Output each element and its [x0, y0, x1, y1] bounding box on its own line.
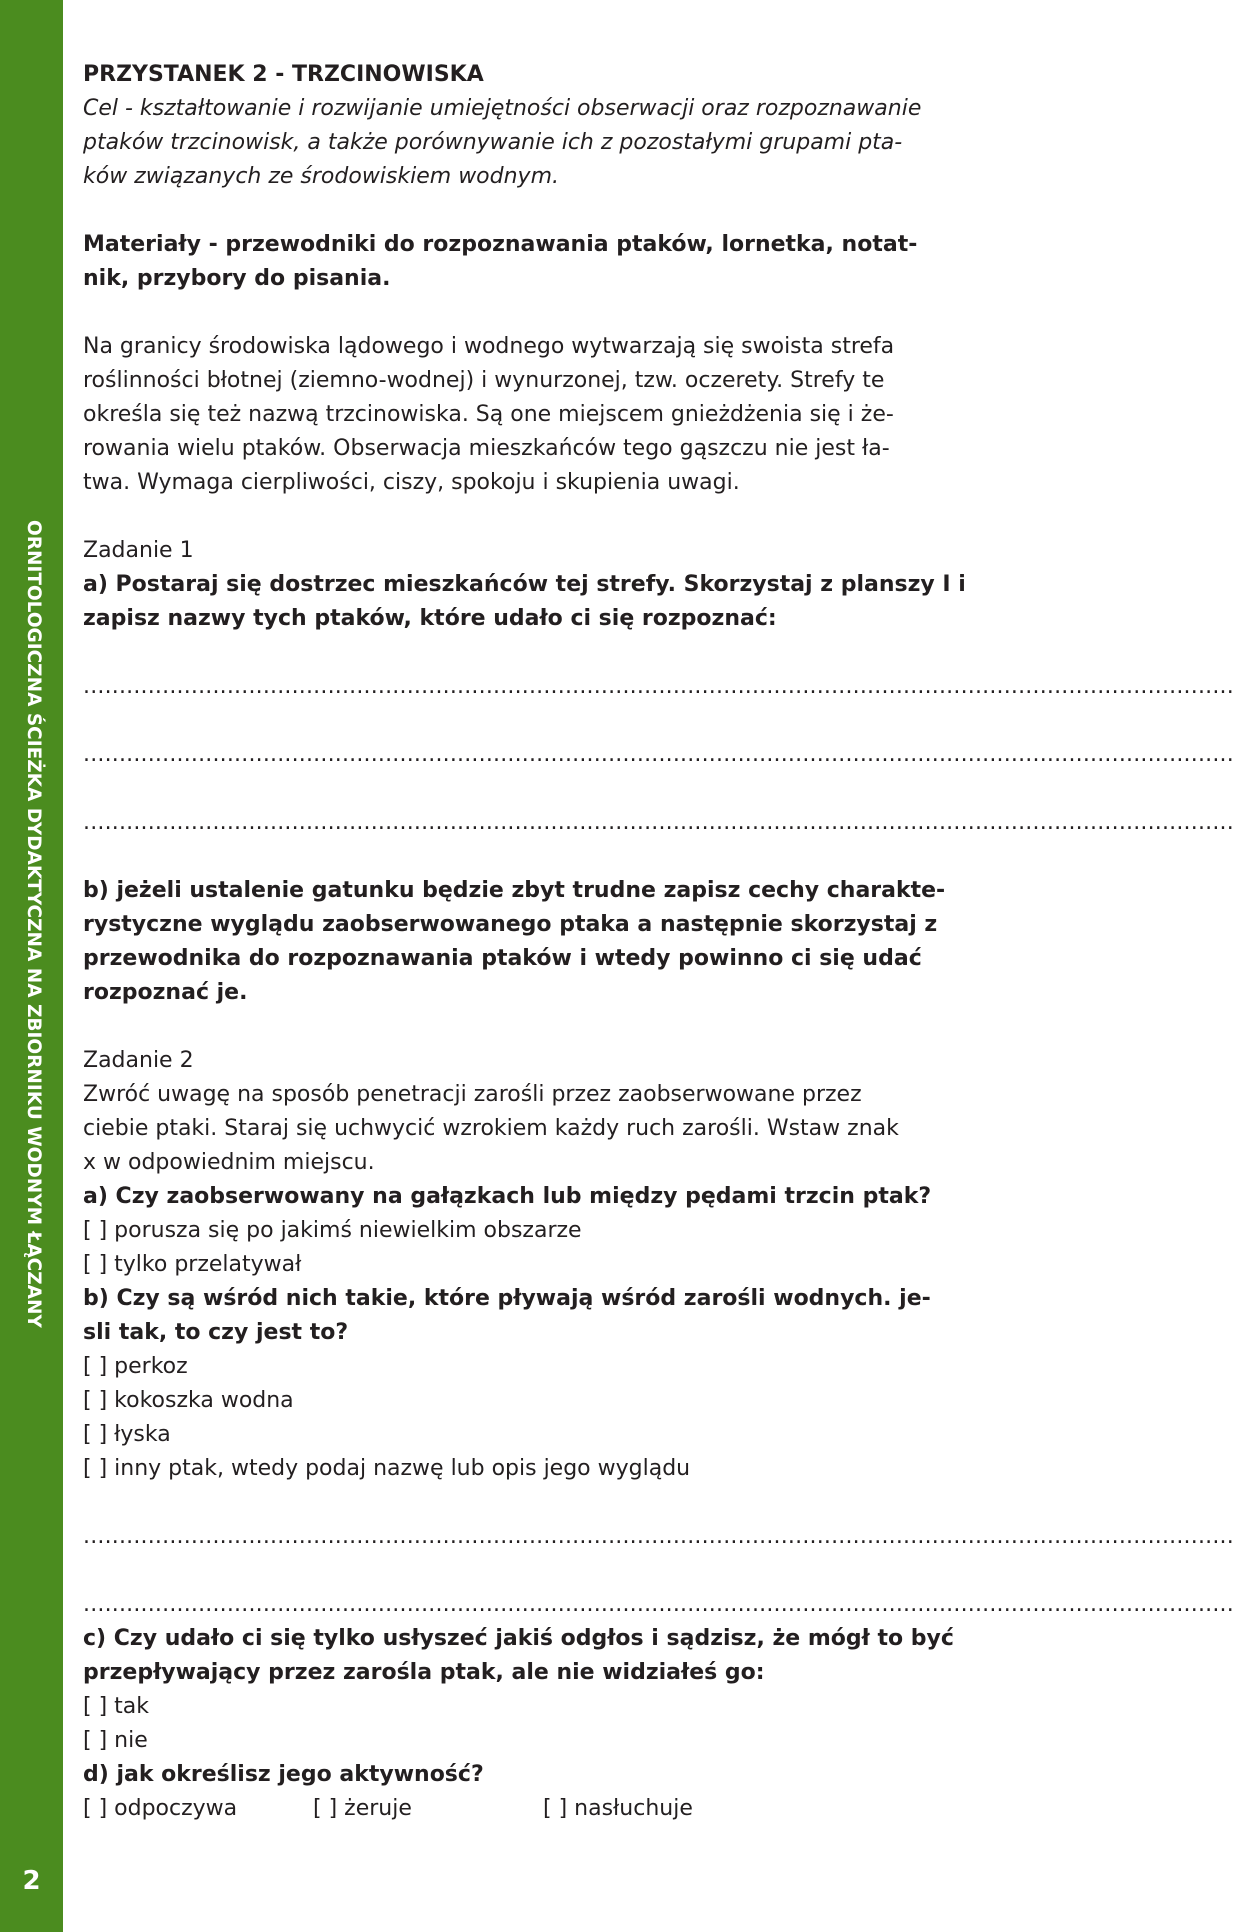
task1-question-b: [83, 874, 956, 1010]
goal-paragraph: [83, 92, 956, 194]
task2-intro-line: ciebie ptaki. Staraj się uchwycić wzrokiem każdy ruch zarośli. Wstaw znak: [83, 1116, 899, 1141]
intro-line: określa się też nazwą trzcinowiska. Są one miejscem gnieżdżenia się i że-: [83, 402, 894, 427]
answer-line[interactable]: ................................................................................................................................................................: [83, 742, 1234, 767]
task2-question-b: [83, 1282, 956, 1350]
sidebar-title: ORNITOLOGICZNA ŚCIEŻKA DYDAKTYCZNA NA ZBIORNIKU WODNYM ŁĄCZANY: [23, 520, 44, 1328]
sidebar-band: [0, 0, 63, 1932]
task2-intro-line: Zwróć uwagę na sposób penetracji zarośli przez zaobserwowane przez: [83, 1082, 862, 1107]
task2-c-line: c) Czy udało ci się tylko usłyszeć jakiś odgłos i sądzisz, że mógł to być: [83, 1626, 954, 1651]
activity-options: [83, 1792, 956, 1826]
answer-line[interactable]: ................................................................................................................................................................: [83, 1524, 1234, 1549]
section-heading: PRZYSTANEK 2 - TRZCINOWISKA: [83, 62, 484, 87]
answer-line[interactable]: ................................................................................................................................................................: [83, 1592, 1234, 1617]
goal-line: ptaków trzcinowisk, a także porównywanie ich z pozostałymi grupami pta-: [83, 130, 903, 155]
task2-b-line: b) Czy są wśród nich takie, które pływają wśród zarośli wodnych. je-: [83, 1286, 931, 1311]
task1-question-a: [83, 568, 966, 636]
answer-line[interactable]: ................................................................................................................................................................: [83, 810, 1234, 835]
task1-a-line: zapisz nazwy tych ptaków, które udało ci się rozpoznać:: [83, 606, 777, 631]
intro-line: rowania wielu ptaków. Obserwacja mieszkańców tego gąszczu nie jest ła-: [83, 436, 890, 461]
intro-paragraph: [83, 330, 956, 500]
task1-b-line: rystyczne wyglądu zaobserwowanego ptaka a następnie skorzystaj z: [83, 912, 938, 937]
task2-intro: [83, 1078, 956, 1180]
page-number: 2: [22, 1866, 41, 1896]
checkbox-option[interactable]: [ ] tylko przelatywał: [83, 1252, 302, 1277]
checkbox-option[interactable]: [ ] tak: [83, 1694, 149, 1719]
task1-label: Zadanie 1: [83, 538, 194, 563]
intro-line: Na granicy środowiska lądowego i wodnego wytwarzają się swoista strefa: [83, 334, 895, 359]
task2-b-line: sli tak, to czy jest to?: [83, 1320, 349, 1345]
goal-line: ków związanych ze środowiskiem wodnym.: [83, 164, 559, 189]
checkbox-option[interactable]: [ ] odpoczywa: [83, 1796, 238, 1821]
checkbox-option[interactable]: [ ] nie: [83, 1728, 148, 1753]
task1-b-line: przewodnika do rozpoznawania ptaków i wtedy powinno ci się udać: [83, 946, 922, 971]
checkbox-option[interactable]: [ ] kokoszka wodna: [83, 1388, 294, 1413]
task1-a-line: a) Postaraj się dostrzec mieszkańców tej strefy. Skorzystaj z planszy I i: [83, 572, 966, 597]
intro-line: roślinności błotnej (ziemno-wodnej) i wynurzonej, tzw. oczerety. Strefy te: [83, 368, 885, 393]
task2-label: Zadanie 2: [83, 1048, 194, 1073]
checkbox-option[interactable]: [ ] nasłuchuje: [543, 1796, 693, 1821]
goal-line: Cel - kształtowanie i rozwijanie umiejętności obserwacji oraz rozpoznawanie: [83, 96, 922, 121]
materials-line: nik, przybory do pisania.: [83, 266, 391, 291]
task2-question-a: a) Czy zaobserwowany na gałązkach lub między pędami trzcin ptak?: [83, 1184, 932, 1209]
task2-question-d: d) jak określisz jego aktywność?: [83, 1762, 484, 1787]
checkbox-option[interactable]: [ ] perkoz: [83, 1354, 188, 1379]
task1-b-line: b) jeżeli ustalenie gatunku będzie zbyt trudne zapisz cechy charakte-: [83, 878, 946, 903]
intro-line: twa. Wymaga cierpliwości, ciszy, spokoju i skupienia uwagi.: [83, 470, 740, 495]
page-content: [83, 58, 1234, 1826]
task1-b-line: rozpoznać je.: [83, 980, 248, 1005]
answer-line[interactable]: ................................................................................................................................................................: [83, 674, 1234, 699]
checkbox-option[interactable]: [ ] inny ptak, wtedy podaj nazwę lub opis jego wyglądu: [83, 1456, 691, 1481]
materials-paragraph: [83, 228, 956, 296]
checkbox-option[interactable]: [ ] porusza się po jakimś niewielkim obszarze: [83, 1218, 582, 1243]
task2-c-line: przepływający przez zarośla ptak, ale nie widziałeś go:: [83, 1660, 765, 1685]
task2-intro-line: x w odpowiednim miejscu.: [83, 1150, 375, 1175]
task2-question-c: [83, 1622, 956, 1690]
materials-line: Materiały - przewodniki do rozpoznawania ptaków, lornetka, notat-: [83, 232, 918, 257]
checkbox-option[interactable]: [ ] żeruje: [313, 1796, 412, 1821]
checkbox-option[interactable]: [ ] łyska: [83, 1422, 171, 1447]
